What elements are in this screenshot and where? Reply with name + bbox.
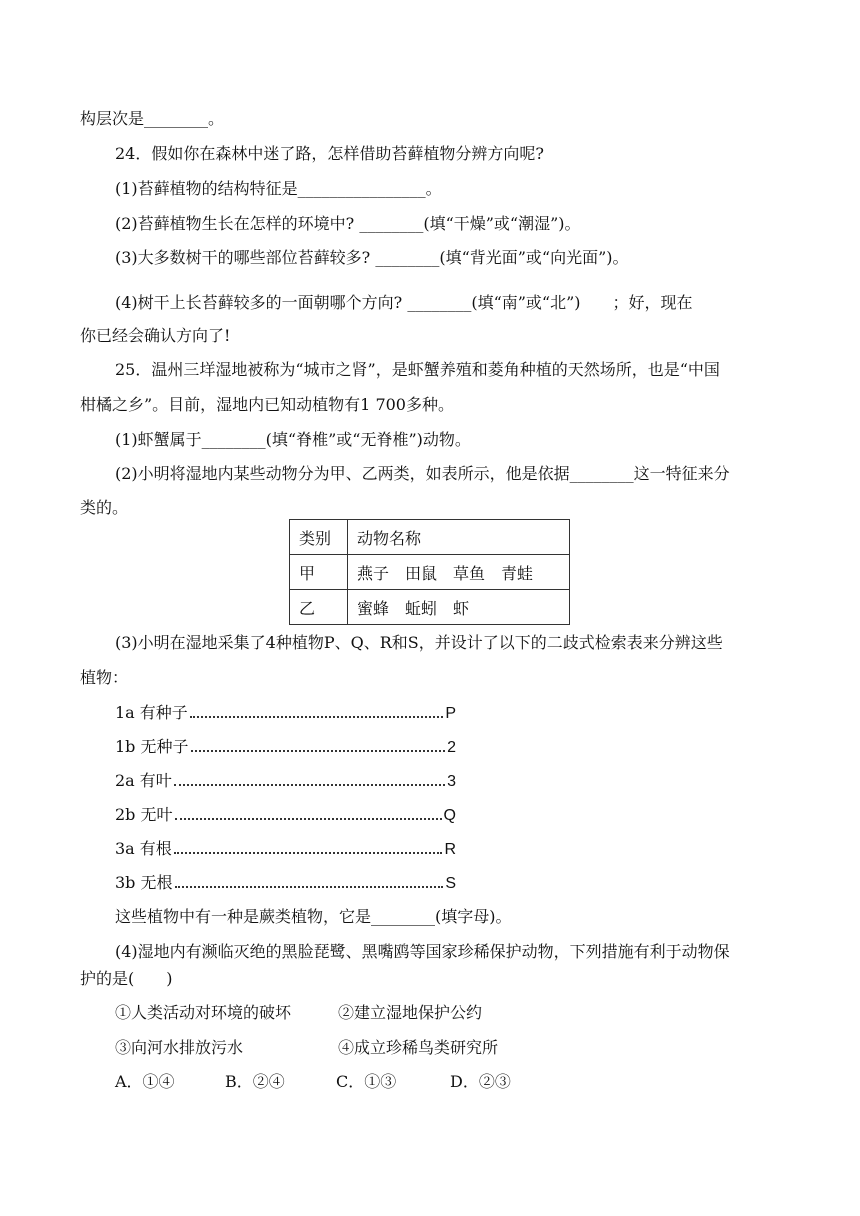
- question-25-part-3: (3)小明在湿地采集了4种植物P、Q、R和S，并设计了以下的二歧式检索表来分辨这些: [115, 633, 723, 652]
- key-entry: [115, 702, 456, 725]
- question-25-part-1: (1)虾蟹属于________(填“脊椎”或“无脊椎”)动物。: [115, 430, 471, 449]
- key-entry-result: 3: [447, 773, 456, 790]
- key-entry-text: 3a 有根: [115, 839, 172, 858]
- list-item: ③向河水排放污水: [115, 1038, 244, 1057]
- question-24-part-3: (3)大多数树干的哪些部位苔藓较多? ________(填“背光面”或“向光面”)。: [115, 248, 629, 267]
- key-entry-text: 1a 有种子: [115, 703, 188, 722]
- table-cell: 燕子 田鼠 草鱼 青蛙: [348, 555, 570, 590]
- question-24-part-1: (1)苔藓植物的结构特征是________________。: [115, 179, 442, 198]
- text-line: 构层次是________。: [80, 109, 225, 128]
- leader-dots: [174, 852, 443, 854]
- question-25-part-3-prompt: 这些植物中有一种是蕨类植物，它是________(填字母)。: [115, 907, 512, 926]
- option-d: D．②③: [450, 1072, 511, 1091]
- table-cell: 乙: [290, 590, 348, 625]
- list-item: ②建立湿地保护公约: [338, 1003, 483, 1022]
- table-cell: 蜜蜂 蚯蚓 虾: [348, 590, 570, 625]
- question-24-part-4: (4)树干上长苔藓较多的一面朝哪个方向? ________(填“南”或“北”) ；好，现在: [115, 293, 693, 312]
- key-entry-text: 2b 无叶: [115, 805, 173, 824]
- key-entry-result: 2: [447, 739, 456, 756]
- table-row: [290, 590, 570, 625]
- table-header-cell: 动物名称: [348, 520, 570, 555]
- key-entry-text: 1b 无种子: [115, 737, 189, 756]
- key-entry: [115, 804, 456, 827]
- question-24-part-2: (2)苔藓植物生长在怎样的环境中? ________(填“干燥”或“潮湿”)。: [115, 214, 581, 233]
- key-entry: [115, 736, 456, 759]
- table-header-cell: 类别: [290, 520, 348, 555]
- key-entry-result: Q: [443, 807, 456, 824]
- key-entry-result: P: [445, 705, 456, 722]
- text-line: 柑橘之乡”。目前，湿地内已知动植物有1 700多种。: [80, 395, 454, 414]
- list-item: ④成立珍稀鸟类研究所: [338, 1038, 499, 1057]
- leader-dots: [190, 716, 444, 718]
- key-entry-result: S: [445, 875, 456, 892]
- question-25-stem: 25．温州三垟湿地被称为“城市之肾”，是虾蟹养殖和菱角种植的天然场所，也是“中国: [115, 360, 720, 379]
- text-line: 你已经会确认方向了!: [80, 326, 231, 345]
- key-entry-text: 2a 有叶: [115, 771, 172, 790]
- question-25-part-4: (4)湿地内有濒临灭绝的黑脸琵鹭、黑嘴鸥等国家珍稀保护动物，下列措施有利于动物保: [115, 942, 730, 961]
- key-entry-result: R: [444, 841, 456, 858]
- text-line: 植物：: [80, 668, 129, 687]
- key-entry: [115, 838, 456, 861]
- key-entry: [115, 770, 456, 793]
- option-b: B．②④: [225, 1072, 285, 1091]
- key-entry-text: 3b 无根: [115, 873, 173, 892]
- leader-dots: [175, 818, 442, 820]
- leader-dots: [191, 750, 446, 752]
- question-24-stem: 24．假如你在森林中迷了路，怎样借助苔藓植物分辨方向呢?: [115, 144, 544, 163]
- animal-classification-table: [289, 519, 570, 625]
- text-line: 类的。: [80, 498, 129, 517]
- text-line: 护的是( ): [80, 969, 173, 988]
- table-row: [290, 555, 570, 590]
- option-a: A．①④: [115, 1072, 175, 1091]
- leader-dots: [174, 784, 445, 786]
- key-entry: [115, 872, 456, 895]
- option-c: C．①③: [336, 1072, 397, 1091]
- list-item: ①人类活动对环境的破坏: [115, 1003, 292, 1022]
- leader-dots: [175, 886, 444, 888]
- question-25-part-2: (2)小明将湿地内某些动物分为甲、乙两类，如表所示，他是依据________这一特征来分: [115, 464, 730, 483]
- table-cell: 甲: [290, 555, 348, 590]
- table-header-row: [290, 520, 570, 555]
